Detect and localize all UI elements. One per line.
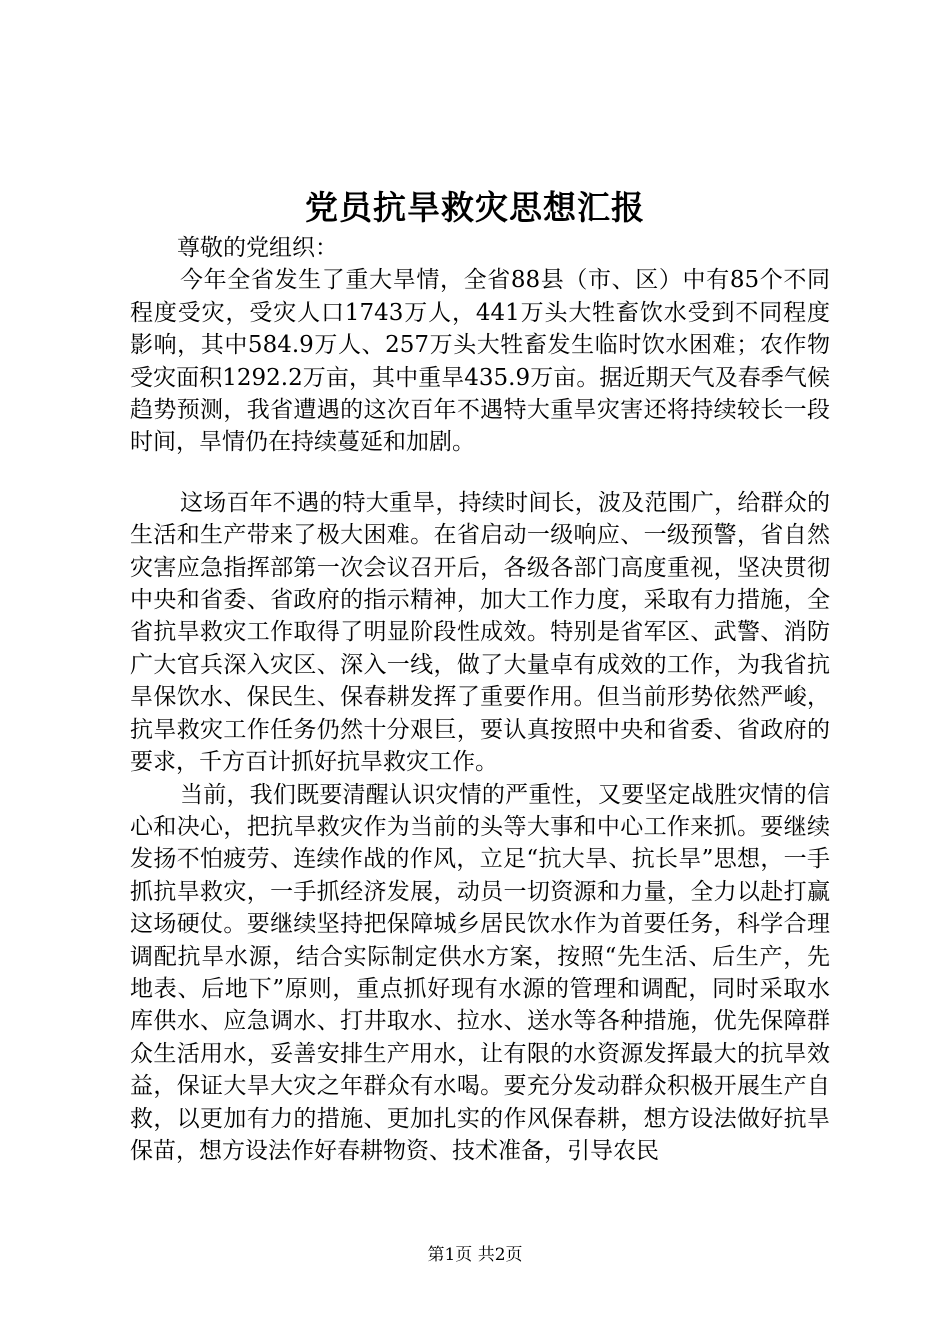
document-title: 党员抗旱救灾思想汇报 [305,188,645,227]
page-footer: 第1页 共2页 [427,1245,523,1265]
salutation: 尊敬的党组织： [177,235,338,261]
paragraph-1: 今年全省发生了重大旱情，全省88县（市、区）中有85个不同程度受灾，受灾人口1743万人，441万头大牲畜饮水受到不同程度影响，其中584.9万人、257万头大牲畜发生临时饮水困难；农作物受灾面积1292.2万亩，其中重旱435.9万亩。据近期天气及春季气候趋势预测，我省遭遇的这次百年不遇特大重旱灾害还将持续较长一段时间，旱情仍在持续蔓延和加剧。 [130,267,830,456]
document-body [130,232,830,1167]
paragraph-2: 这场百年不遇的特大重旱，持续时间长，波及范围广，给群众的生活和生产带来了极大困难。在省启动一级响应、一级预警，省自然灾害应急指挥部第一次会议召开后，各级各部门高度重视，坚决贯彻中央和省委、省政府的指示精神，加大工作力度，采取有力措施，全省抗旱救灾工作取得了明显阶段性成效。特别是省军区、武警、消防广大官兵深入灾区、深入一线，做了大量卓有成效的工作，为我省抗旱保饮水、保民生、保春耕发挥了重要作用。但当前形势依然严峻，抗旱救灾工作任务仍然十分艰巨，要认真按照中央和省委、省政府的要求，千方百计抓好抗旱救灾工作。 [130,489,830,776]
paragraph-3: 当前，我们既要清醒认识灾情的严重性，又要坚定战胜灾情的信心和决心，把抗旱救灾作为当前的头等大事和中心工作来抓。要继续发扬不怕疲劳、连续作战的作风，立足“抗大旱、抗长旱”思想，一手抓抗旱救灾，一手抓经济发展，动员一切资源和力量，全力以赴打赢这场硬仗。要继续坚持把保障城乡居民饮水作为首要任务，科学合理调配抗旱水源，结合实际制定供水方案，按照“先生活、后生产，先地表、后地下”原则，重点抓好现有水源的管理和调配，同时采取水库供水、应急调水、打井取水、拉水、送水等各种措施，优先保障群众生活用水，妥善安排生产用水，让有限的水资源发挥最大的抗旱效益，保证大旱大灾之年群众有水喝。要充分发动群众积极开展生产自救，以更加有力的措施、更加扎实的作风保春耕，想方设法做好抗旱保苗，想方设法作好春耕物资、技术准备，引导农民 [130,781,830,1164]
